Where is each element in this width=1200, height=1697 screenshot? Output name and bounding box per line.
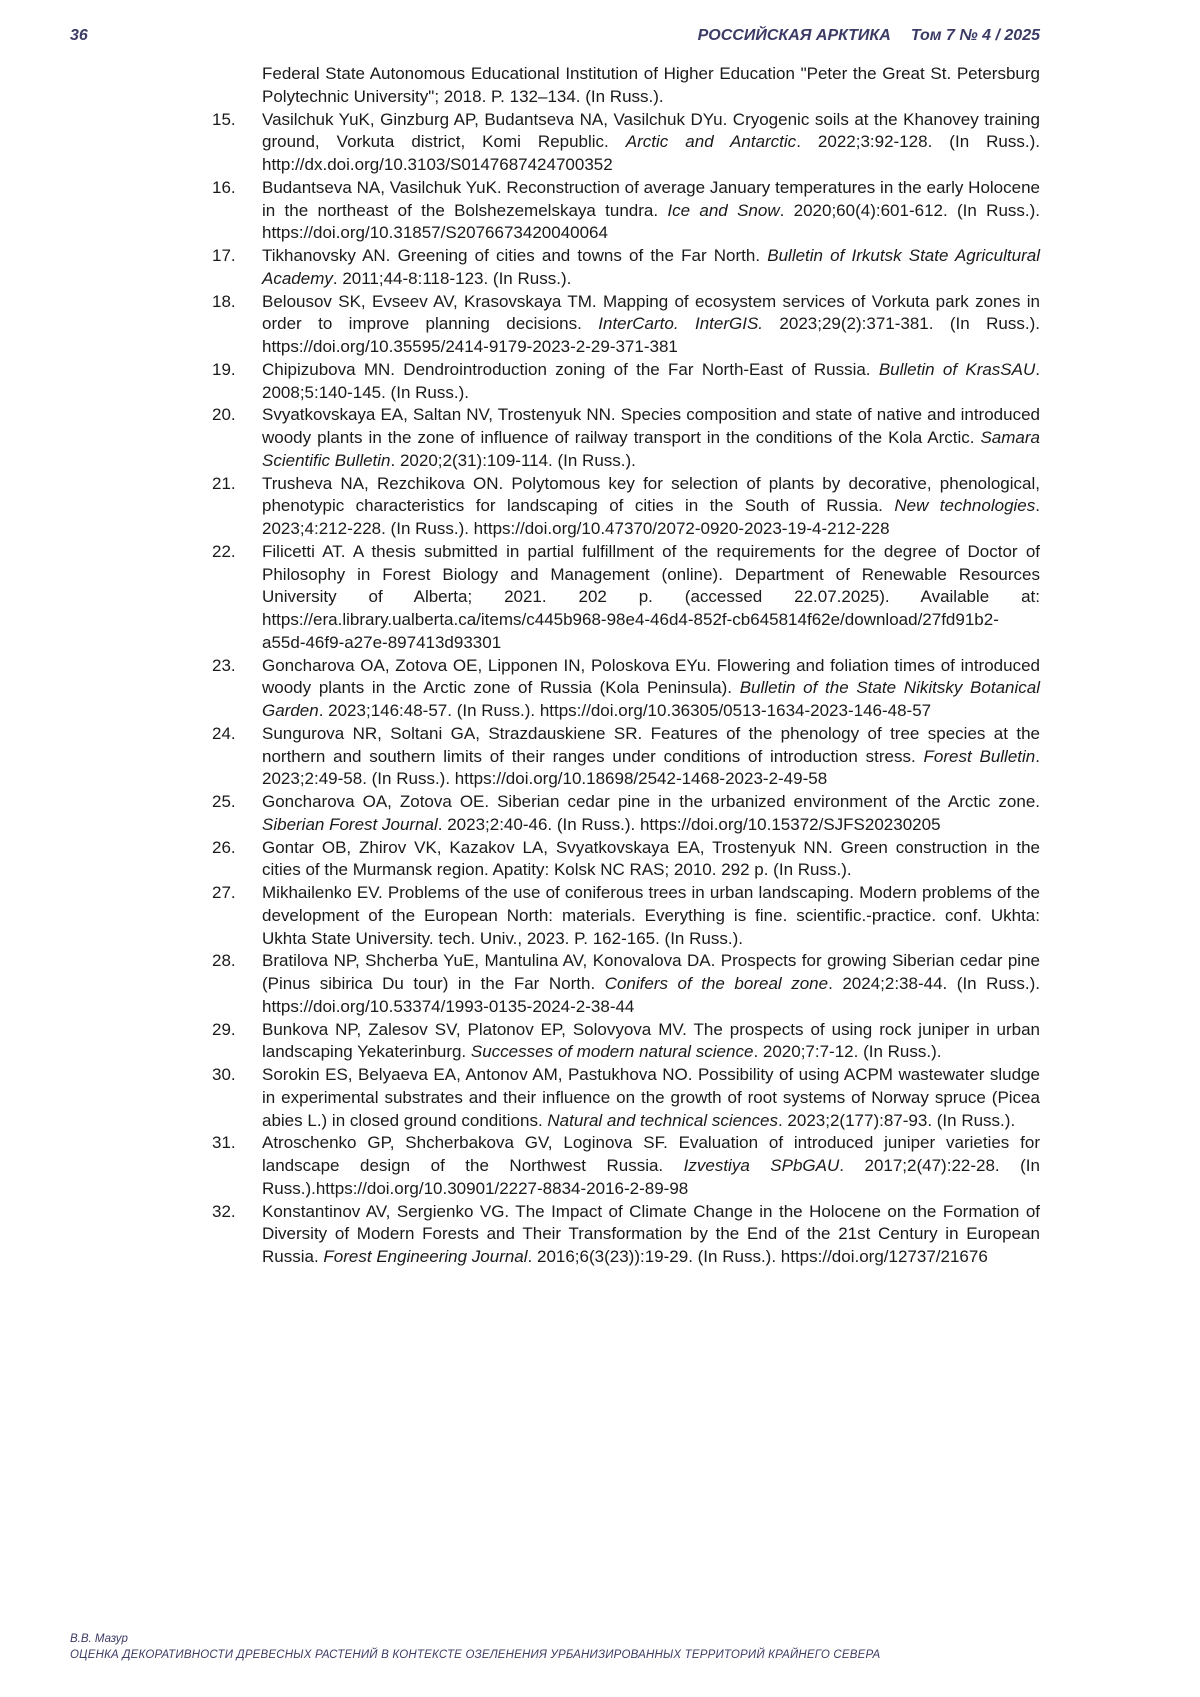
page-header: [70, 27, 1040, 45]
reference-number: 16.: [212, 177, 236, 197]
issue-info: Том 7 № 4 / 2025: [910, 27, 1040, 44]
reference-text-run: Goncharova OA, Zotova OE, Lipponen IN, Poloskova EYu. Flowering and foliation times of introduced woody plants in the Arctic zone of Russia (Kola Peninsula).: [262, 655, 1040, 698]
reference-number: 20.: [212, 405, 236, 425]
journal-name-run: Samara Scientific Bulletin: [262, 428, 1040, 470]
journal-name-run: Forest Bulletin: [923, 746, 1036, 766]
reference-number: 27.: [212, 883, 236, 902]
reference-item: [212, 1064, 1040, 1132]
reference-text-run: . 2020;7:7-12. (In Russ.).: [753, 1042, 942, 1062]
reference-number: 17.: [212, 246, 236, 265]
reference-continuation: Federal State Autonomous Educational Institution of Higher Education "Peter the Great St. Petersburg Polytechnic University"; 2018. P. 132–134. (In Russ.).: [262, 64, 1040, 106]
reference-item: [212, 1132, 1040, 1200]
reference-text-run: . 2017;2(47):22-28. (In Russ.).https://doi.org/10.30901/2227-8834-2016-2-89-98: [262, 1156, 1040, 1198]
reference-text-run: Chipizubova MN. Dendrointroduction zoning of the Far North-East of Russia.: [262, 359, 879, 379]
reference-item: [212, 245, 1040, 291]
reference-item: [212, 837, 1040, 883]
reference-text-run: . 2023;2(177):87-93. (In Russ.).: [777, 1110, 1016, 1130]
journal-name-run: Arctic and Antarctic: [625, 132, 797, 152]
footer-article-title: ОЦЕНКА ДЕКОРАТИВНОСТИ ДРЕВЕСНЫХ РАСТЕНИЙ В КОНТЕКСТЕ ОЗЕЛЕНЕНИЯ УРБАНИЗИРОВАННЫХ ТЕРРИТОРИЙ КРАЙНЕГО СЕВЕРА: [70, 1649, 881, 1661]
reference-item: [212, 291, 1040, 359]
reference-text-run: Filicetti AT. A thesis submitted in partial fulfillment of the requirements for the degree of Doctor of Philosophy in Forest Biology and Management (online). Department of Renewable Resources University of Alberta; 2021. 202 p. (accessed 22.07.2025). Available at: https://era.library.ualberta.ca/items/c445b968-98e4-46d4-852f-cb645814f62e/download/27fd91b2-a55d-46f9-a27e-897413d93301: [262, 541, 1040, 652]
journal-name-run: Conifers of the boreal zone: [604, 974, 829, 993]
reference-number: 30.: [212, 1065, 236, 1084]
journal-name-run: New technologies: [894, 496, 1036, 516]
reference-number: 32.: [212, 1201, 236, 1221]
journal-name-run: Bulletin of KrasSAU: [878, 359, 1036, 379]
reference-item: [212, 359, 1040, 405]
reference-item: [212, 723, 1040, 791]
reference-text-run: . 2023;2:40-46. (In Russ.). https://doi.org/10.15372/SJFS20230205: [437, 814, 941, 834]
reference-text-run: Trusheva NA, Rezchikova ON. Polytomous key for selection of plants by decorative, phenological, phenotypic characteristics for landscaping of cities in the South of Russia.: [262, 473, 1040, 516]
reference-number: 24.: [212, 723, 236, 743]
reference-item: [212, 1019, 1040, 1065]
reference-text-run: Tikhanovsky AN. Greening of cities and towns of the Far North.: [262, 246, 768, 265]
journal-name-run: Natural and technical sciences: [547, 1110, 778, 1130]
reference-text-run: Atroschenko GP, Shcherbakova GV, Loginova SF. Evaluation of introduced juniper varieties for landscape design of the Northwest Russia.: [262, 1133, 1040, 1175]
reference-text-run: Budantseva NA, Vasilchuk YuK. Reconstruction of average January temperatures in the early Holocene in the northeast of the Bolshezemelskaya tundra.: [262, 177, 1040, 220]
journal-name-run: Siberian Forest Journal: [262, 814, 438, 834]
reference-text-run: Sungurova NR, Soltani GA, Strazdauskiene SR. Features of the phenology of tree species at the northern and southern limits of their ranges under conditions of introduction stress.: [262, 723, 1040, 766]
reference-number: 19.: [212, 359, 236, 379]
reference-text-run: Vasilchuk YuK, Ginzburg AP, Budantseva NA, Vasilchuk DYu. Cryogenic soils at the Khanovey training ground, Vorkuta district, Komi Republic.: [262, 109, 1040, 152]
journal-header: [698, 27, 1040, 45]
footer-author: В.В. Мазур: [70, 1633, 128, 1645]
reference-item: [212, 473, 1040, 541]
reference-text-run: 2023;29(2):371-381. (In Russ.). https://doi.org/10.35595/2414-9179-2023-2-29-371-381: [262, 314, 1040, 356]
journal-name-run: Ice and Snow: [667, 200, 780, 220]
reference-text-run: . 2024;2:38-44. (In Russ.). https://doi.org/10.53374/1993-0135-2024-2-38-44: [262, 974, 1041, 1016]
reference-text-run: Sorokin ES, Belyaeva EA, Antonov AM, Pastukhova NO. Possibility of using ACPM wastewater sludge in experimental substrates and their influence on the growth of root systems of Norway spruce (Picea abies L.) in closed ground conditions.: [262, 1065, 1040, 1130]
reference-number: 22.: [212, 541, 236, 561]
journal-name-run: Bulletin of the State Nikitsky Botanical Garden: [262, 678, 1040, 720]
reference-text-run: . 2023;2:49-58. (In Russ.). https://doi.org/10.18698/2542-1468-2023-2-49-58: [262, 746, 1040, 789]
reference-item: [212, 791, 1040, 837]
reference-item: [212, 177, 1040, 245]
reference-text-run: Gontar OB, Zhirov VK, Kazakov LA, Svyatkovskaya EA, Trostenyuk NN. Green construction in the cities of the Murmansk region. Apatity: Kolsk NC RAS; 2010. 292 p. (In Russ.).: [262, 837, 1040, 880]
reference-number: 21.: [212, 473, 236, 493]
journal-name-run: InterCarto. InterGIS.: [598, 314, 764, 334]
reference-item: [212, 1201, 1040, 1269]
reference-text-run: . 2022;3:92-128. (In Russ.). http://dx.doi.org/10.3103/S0147687424700352: [262, 132, 1040, 174]
reference-number: 15.: [212, 109, 236, 129]
reference-text-run: Bratilova NP, Shcherba YuE, Mantulina AV, Konovalova DA. Prospects for growing Siberian cedar pine (Pinus sibirica Du tour) in the Far North.: [262, 951, 1040, 993]
reference-text-run: . 2023;146:48-57. (In Russ.). https://doi.org/10.36305/0513-1634-2023-146-48-57: [318, 701, 932, 720]
reference-text-run: Mikhailenko EV. Problems of the use of coniferous trees in urban landscaping. Modern problems of the development of the European North: materials. Everything is fine. scientific.-practice. conf. Ukhta: Ukhta State University. tech. Univ., 2023. P. 162-165. (In Russ.).: [262, 883, 1040, 948]
reference-text-run: . 2020;60(4):601-612. (In Russ.). https://doi.org/10.31857/S2076673420040064: [262, 200, 1041, 243]
reference-item: [212, 109, 1040, 177]
page-number: 36: [70, 27, 88, 44]
reference-number: 25.: [212, 792, 236, 811]
reference-text-run: . 2023;4:212-228. (In Russ.). https://doi.org/10.47370/2072-0920-2023-19-4-212-228: [262, 496, 1040, 538]
reference-text-run: Goncharova OA, Zotova OE. Siberian cedar pine in the urbanized environment of the Arctic zone.: [262, 792, 1040, 811]
journal-name-run: Successes of modern natural science: [470, 1042, 754, 1062]
reference-text-run: . 2008;5:140-145. (In Russ.).: [262, 359, 1040, 402]
reference-text-run: Bunkova NP, Zalesov SV, Platonov EP, Solovyova MV. The prospects of using rock juniper in urban landscaping Yekaterinburg.: [262, 1019, 1040, 1062]
references-list: [212, 109, 1040, 1269]
reference-item: [212, 404, 1040, 472]
reference-number: 18.: [212, 291, 236, 311]
journal-name-run: Izvestiya SPbGAU: [683, 1156, 840, 1175]
reference-item: [212, 950, 1040, 1018]
reference-text-run: Konstantinov AV, Sergienko VG. The Impact of Climate Change in the Holocene on the Formation of Diversity of Modern Forests and Their Transformation by the End of the 21st Century in European Russia.: [262, 1201, 1040, 1266]
reference-text-run: Svyatkovskaya EA, Saltan NV, Trostenyuk NN. Species composition and state of native and introduced woody plants in the zone of influence of railway transport in the conditions of the Kola Arctic.: [262, 405, 1040, 447]
reference-number: 23.: [212, 655, 236, 675]
reference-item: [212, 541, 1040, 655]
reference-number: 29.: [212, 1019, 236, 1039]
reference-text-run: . 2011;44-8:118-123. (In Russ.).: [332, 268, 572, 288]
references-section: [212, 63, 1040, 1269]
reference-text-run: . 2016;6(3(23)):19-29. (In Russ.). https://doi.org/12737/21676: [527, 1247, 988, 1266]
journal-name-run: Forest Engineering Journal: [323, 1247, 528, 1266]
journal-title: РОССИЙСКАЯ АРКТИКА: [697, 27, 891, 44]
reference-text-run: . 2020;2(31):109-114. (In Russ.).: [390, 450, 636, 470]
reference-text-run: Belousov SK, Evseev AV, Krasovskaya TM. Mapping of ecosystem services of Vorkuta park zones in order to improve planning decisions.: [262, 291, 1040, 334]
journal-name-run: Bulletin of Irkutsk State Agricultural Academy: [262, 246, 1040, 288]
reference-number: 28.: [212, 951, 236, 971]
reference-item: [212, 655, 1040, 723]
reference-item: [212, 882, 1040, 950]
reference-number: 26.: [212, 837, 236, 857]
page-footer: [70, 1631, 1140, 1663]
reference-number: 31.: [212, 1133, 236, 1153]
